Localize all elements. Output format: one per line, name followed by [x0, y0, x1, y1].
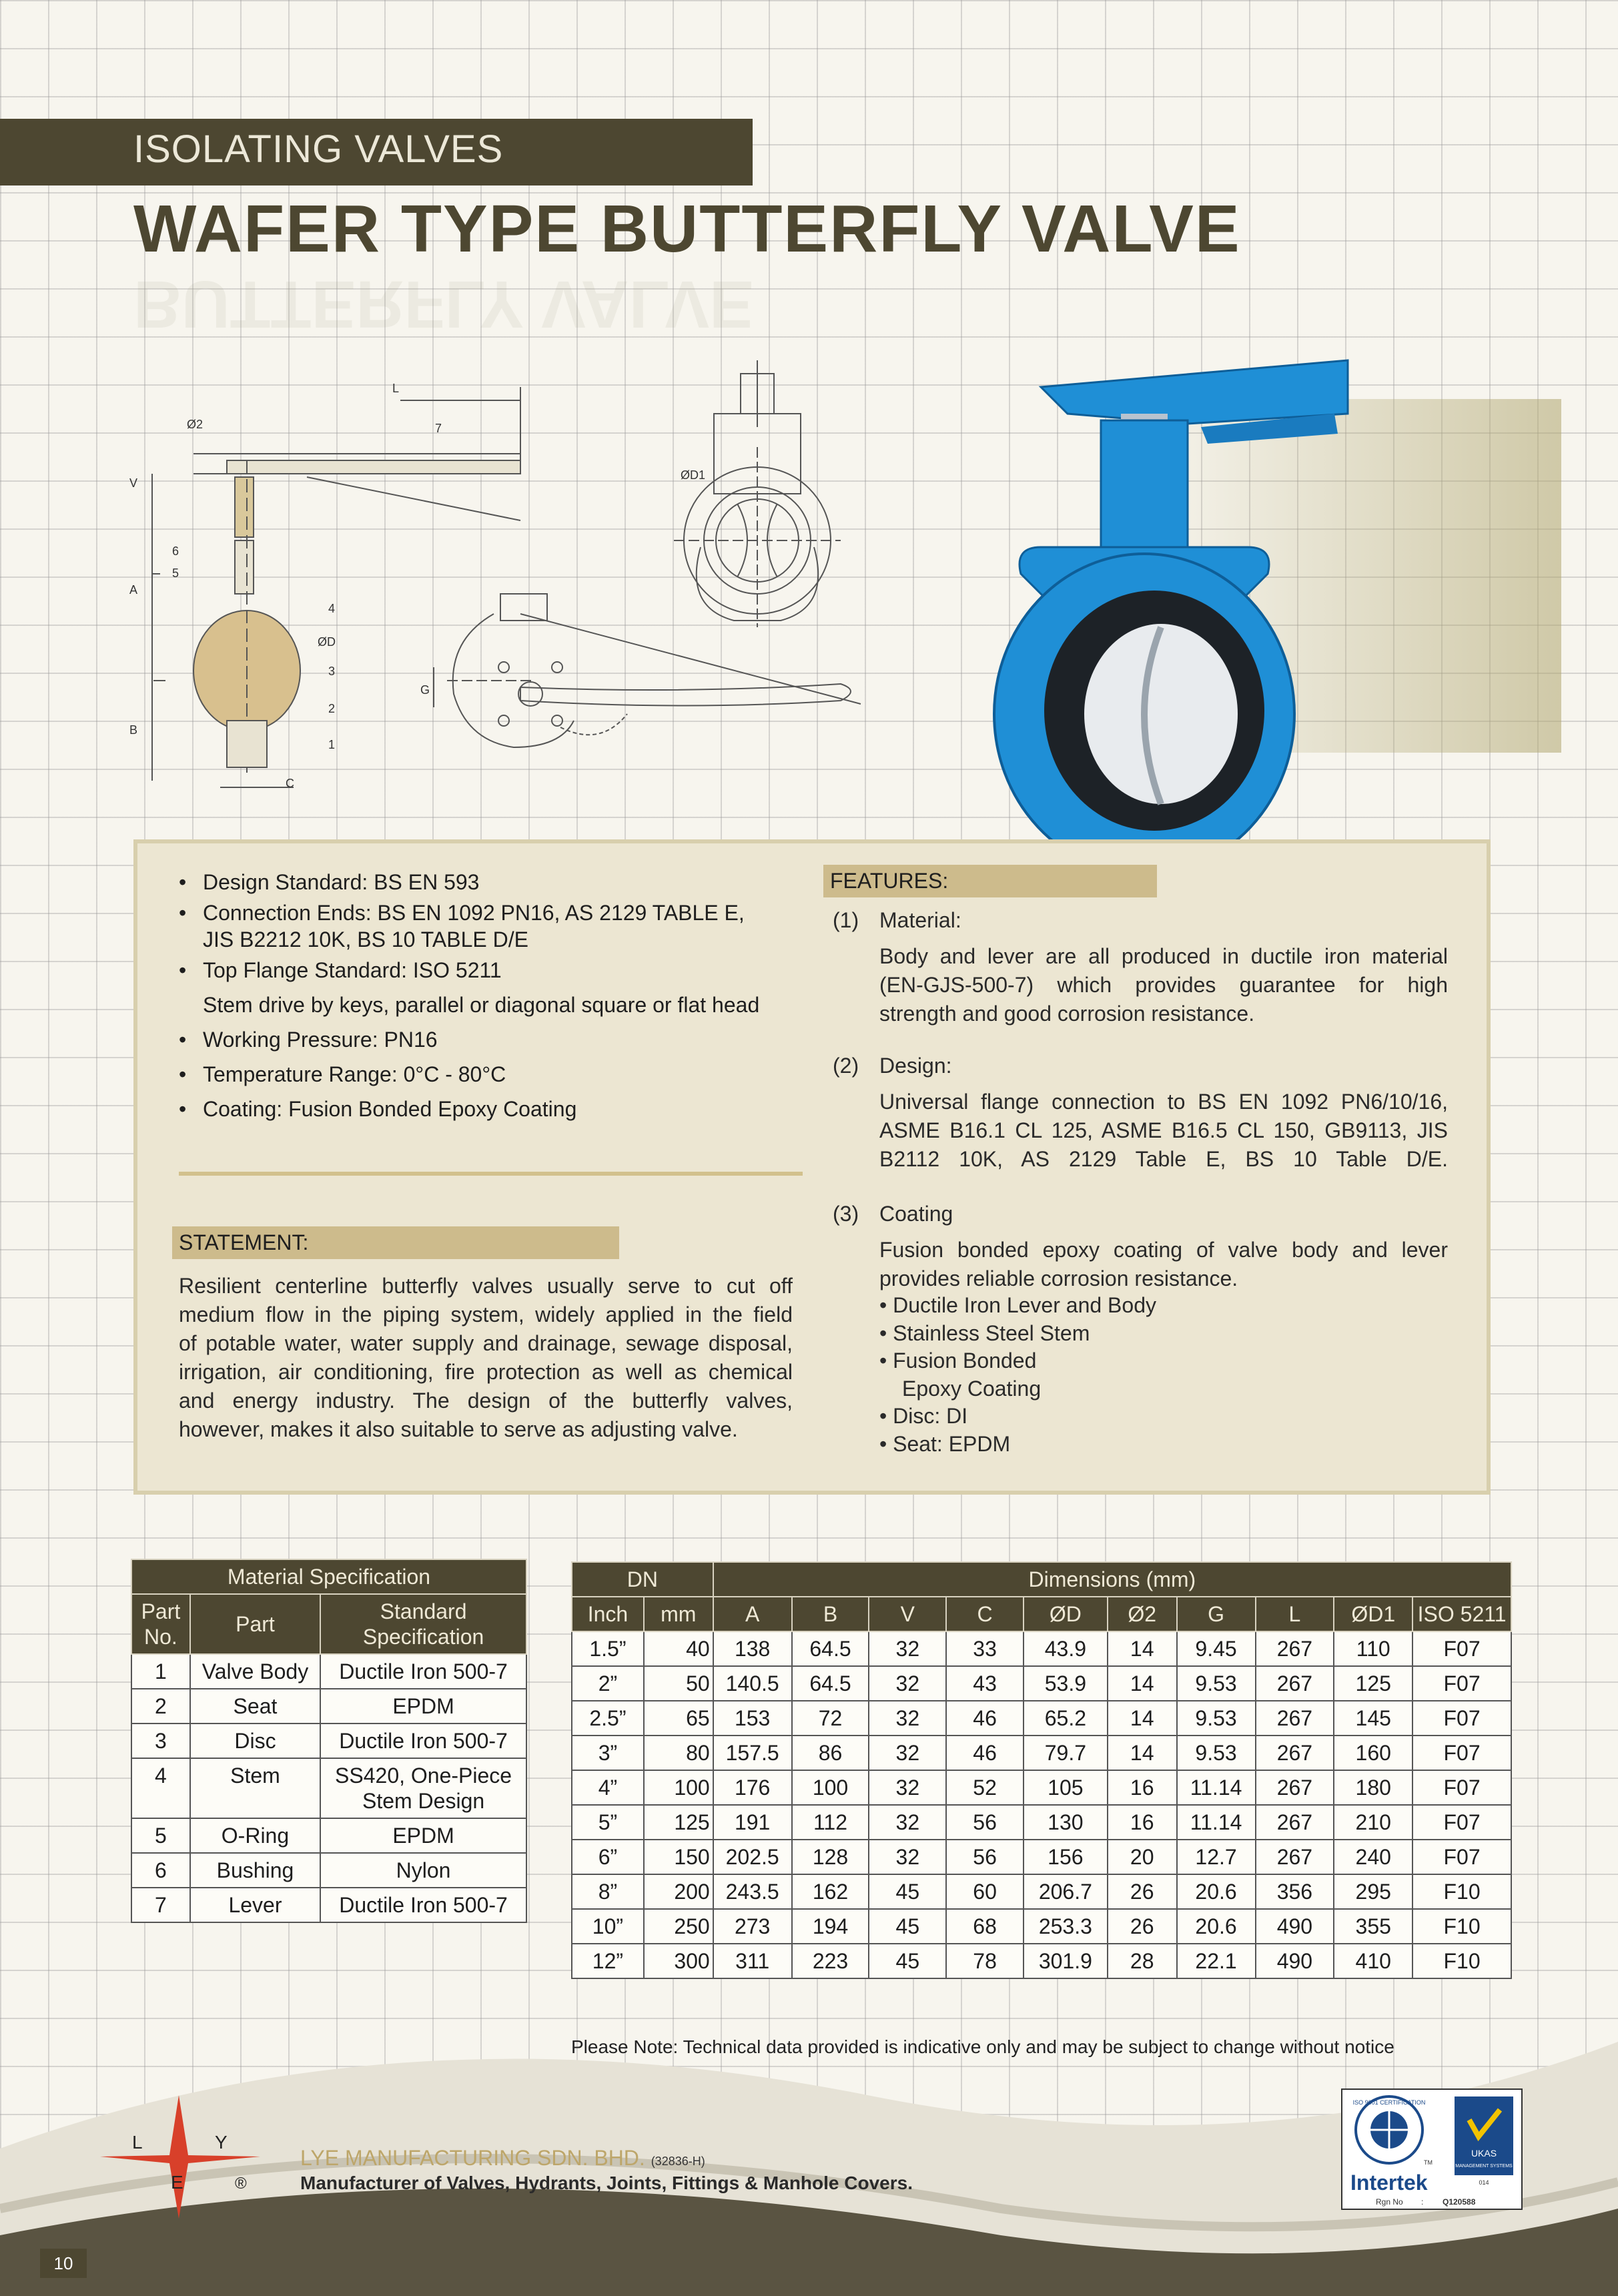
coating-bullet: • Fusion Bonded	[879, 1349, 1037, 1373]
table-cell: 267	[1256, 1840, 1334, 1874]
table-row	[572, 1631, 1511, 1666]
table-cell: 200	[644, 1874, 713, 1909]
dim-col-header: Inch	[572, 1597, 644, 1631]
spec-item: Connection Ends: BS EN 1092 PN16, AS 2129 TABLE E,	[203, 901, 745, 925]
label-2: 2	[328, 702, 336, 715]
coating-bullet-continued: Epoxy Coating	[902, 1376, 1042, 1401]
table-cell: F10	[1412, 1874, 1511, 1909]
dn-group-header: DN	[572, 1562, 713, 1597]
spec-list	[203, 865, 759, 1126]
table-cell: 56	[946, 1805, 1024, 1840]
table-row: 1 Valve Body Ductile Iron 500-7	[131, 1654, 526, 1689]
table-cell: 9.53	[1177, 1736, 1256, 1770]
label-C: C	[286, 777, 294, 790]
table-cell: 14	[1108, 1666, 1177, 1701]
table-cell: 65.2	[1024, 1701, 1108, 1736]
dim-col-header: L	[1256, 1597, 1334, 1631]
table-cell: 125	[1334, 1666, 1412, 1701]
company-reg-no: (32836-H)	[651, 2155, 705, 2168]
table-cell: 64.5	[792, 1666, 869, 1701]
table-cell: 355	[1334, 1909, 1412, 1944]
table-cell: 160	[1334, 1736, 1412, 1770]
dim-col-header: mm	[644, 1597, 713, 1631]
page-title: WAFER TYPE BUTTERFLY VALVE	[133, 192, 1241, 266]
table-row	[572, 1736, 1511, 1770]
table-cell: 26	[1108, 1874, 1177, 1909]
table-cell: F07	[1412, 1840, 1511, 1874]
table-cell: 86	[792, 1736, 869, 1770]
table-cell: F07	[1412, 1736, 1511, 1770]
table-cell: 1.5”	[572, 1631, 644, 1666]
table-cell: 4”	[572, 1770, 644, 1805]
table-cell: 202.5	[713, 1840, 792, 1874]
table-cell: 2”	[572, 1666, 644, 1701]
table-cell: 72	[792, 1701, 869, 1736]
table-cell: 295	[1334, 1874, 1412, 1909]
table-cell: 176	[713, 1770, 792, 1805]
table-cell: 14	[1108, 1701, 1177, 1736]
label-6: 6	[172, 544, 179, 558]
dim-col-header: ØD	[1024, 1597, 1108, 1631]
table-cell: 490	[1256, 1944, 1334, 1978]
ukas-text: UKAS	[1471, 2148, 1497, 2159]
company-logo	[100, 2088, 274, 2222]
table-cell: 8”	[572, 1874, 644, 1909]
intertek-brand: Intertek	[1350, 2171, 1428, 2195]
table-cell: 110	[1334, 1631, 1412, 1666]
table-row	[572, 1840, 1511, 1874]
table-cell: 5”	[572, 1805, 644, 1840]
spec-item: Temperature Range: 0°C - 80°C	[203, 1062, 506, 1086]
table-cell: 356	[1256, 1874, 1334, 1909]
side-view-drawing	[152, 387, 520, 787]
table-cell: 180	[1334, 1770, 1412, 1805]
label-phiD1: ØD1	[681, 468, 706, 482]
label-4: 4	[328, 602, 336, 615]
feature-3-num: (3)	[833, 1202, 859, 1226]
coating-bullet: • Stainless Steel Stem	[879, 1320, 1090, 1345]
table-cell: 250	[644, 1909, 713, 1944]
table-cell: 14	[1108, 1631, 1177, 1666]
table-cell: 194	[792, 1909, 869, 1944]
table-cell: F07	[1412, 1631, 1511, 1666]
page-number: 10	[40, 2249, 87, 2278]
feature-2-body: Universal flange connection to BS EN 1092 PN6/10/16, ASME B16.1 CL 125, ASME B16.5 CL 150, GB9113, JIS B2112 10K, AS 2129 Table E, BS 10 Table D/E.	[879, 1090, 1448, 1171]
certification-badge	[1341, 2088, 1523, 2210]
table-cell: 9.45	[1177, 1631, 1256, 1666]
ukas-code: 014	[1479, 2179, 1489, 2186]
material-col-header: Part No.	[131, 1594, 190, 1654]
category-label: ISOLATING VALVES	[133, 127, 504, 171]
statement-body: Resilient centerline butterfly valves usually serve to cut off medium flow in the piping system, widely applied in the field of potable water, water supply and drainage, sewage disposal, irrigation, air conditioning, fire protection as well as chemical and energy industry. The design of the butterfly valves, however, makes it also suitable to serve as adjusting valve.	[179, 1274, 793, 1441]
feature-1-body: Body and lever are all produced in ductile iron material (EN-GJS-500-7) which provides guarantee for high strength and good corrosion resistance.	[879, 944, 1448, 1026]
table-row: 4 Stem SS420, One-Piece Stem Design	[131, 1758, 526, 1818]
table-row: 5 O-Ring EPDM	[131, 1818, 526, 1853]
rgn-label: Rgn No	[1376, 2197, 1403, 2207]
table-row	[572, 1770, 1511, 1805]
coating-bullet: • Ductile Iron Lever and Body	[879, 1293, 1156, 1317]
dim-col-header: ISO 5211	[1412, 1597, 1511, 1631]
dim-col-header: Ø2	[1108, 1597, 1177, 1631]
table-cell: F10	[1412, 1944, 1511, 1978]
table-cell: 60	[946, 1874, 1024, 1909]
table-cell: 11.14	[1177, 1805, 1256, 1840]
table-cell: 2.5”	[572, 1701, 644, 1736]
iso-ring-text: ISO 9001 CERTIFICATION	[1352, 2099, 1426, 2106]
dim-col-header: V	[869, 1597, 946, 1631]
table-cell: 105	[1024, 1770, 1108, 1805]
label-V: V	[129, 476, 138, 490]
spec-item-continued: JIS B2212 10K, BS 10 TABLE D/E	[203, 927, 528, 951]
feature-1-title: Material:	[879, 908, 961, 932]
table-row	[572, 1666, 1511, 1701]
cert-tm: TM	[1424, 2159, 1433, 2166]
table-cell: 410	[1334, 1944, 1412, 1978]
table-cell: 267	[1256, 1805, 1334, 1840]
table-cell: 267	[1256, 1701, 1334, 1736]
dim-col-header: G	[1177, 1597, 1256, 1631]
table-cell: 68	[946, 1909, 1024, 1944]
table-cell: 46	[946, 1701, 1024, 1736]
label-1: 1	[328, 738, 336, 751]
table-cell: 9.53	[1177, 1701, 1256, 1736]
table-cell: 46	[946, 1736, 1024, 1770]
table-cell: 43	[946, 1666, 1024, 1701]
table-cell: 14	[1108, 1736, 1177, 1770]
feature-3-body: Fusion bonded epoxy coating of valve body and lever provides reliable corrosion resistance.	[879, 1238, 1448, 1290]
table-cell: F07	[1412, 1805, 1511, 1840]
table-cell: 45	[869, 1909, 946, 1944]
table-cell: 9.53	[1177, 1666, 1256, 1701]
feature-3-title: Coating	[879, 1202, 953, 1226]
table-cell: 301.9	[1024, 1944, 1108, 1978]
technical-note: Please Note: Technical data provided is indicative only and may be subject to change without notice	[571, 2036, 1394, 2057]
table-cell: 16	[1108, 1805, 1177, 1840]
table-row: 3 Disc Ductile Iron 500-7	[131, 1724, 526, 1758]
table-cell: 53.9	[1024, 1666, 1108, 1701]
feature-3-bullets	[879, 1292, 1156, 1458]
label-5: 5	[172, 566, 179, 580]
table-row: 6 Bushing Nylon	[131, 1853, 526, 1888]
logo-letter-e: E	[171, 2172, 183, 2193]
label-7: 7	[435, 422, 442, 435]
label-3: 3	[328, 665, 336, 678]
company-tagline: Manufacturer of Valves, Hydrants, Joints, Fittings & Manhole Covers.	[300, 2173, 913, 2193]
dim-col-header: A	[713, 1597, 792, 1631]
spec-item: Design Standard: BS EN 593	[203, 870, 480, 894]
table-cell: F07	[1412, 1770, 1511, 1805]
spec-item: Working Pressure: PN16	[203, 1028, 438, 1052]
technical-drawing	[120, 347, 887, 814]
table-cell: F10	[1412, 1909, 1511, 1944]
table-cell: 32	[869, 1736, 946, 1770]
table-cell: 12.7	[1177, 1840, 1256, 1874]
table-cell: 16	[1108, 1770, 1177, 1805]
coating-bullet: • Seat: EPDM	[879, 1431, 1011, 1456]
table-cell: 32	[869, 1805, 946, 1840]
table-cell: 80	[644, 1736, 713, 1770]
table-cell: 22.1	[1177, 1944, 1256, 1978]
material-col-header: Standard Specification	[320, 1594, 526, 1654]
label-phiD: ØD	[318, 635, 336, 649]
table-cell: 32	[869, 1666, 946, 1701]
table-cell: 140.5	[713, 1666, 792, 1701]
table-cell: 253.3	[1024, 1909, 1108, 1944]
butterfly-valve-photo	[987, 327, 1495, 894]
table-cell: 273	[713, 1909, 792, 1944]
table-cell: 130	[1024, 1805, 1108, 1840]
table-cell: 490	[1256, 1909, 1334, 1944]
table-cell: 32	[869, 1770, 946, 1805]
table-cell: 50	[644, 1666, 713, 1701]
table-cell: 157.5	[713, 1736, 792, 1770]
dim-col-header: B	[792, 1597, 869, 1631]
table-cell: 45	[869, 1874, 946, 1909]
table-cell: 138	[713, 1631, 792, 1666]
svg-text::: :	[1421, 2197, 1424, 2207]
table-cell: 112	[792, 1805, 869, 1840]
feature-2-title: Design:	[879, 1054, 952, 1078]
spec-item-continued: Stem drive by keys, parallel or diagonal square or flat head	[203, 993, 760, 1017]
table-cell: 156	[1024, 1840, 1108, 1874]
dimensions-group-header: Dimensions (mm)	[713, 1562, 1511, 1597]
table-cell: 43.9	[1024, 1631, 1108, 1666]
table-cell: 162	[792, 1874, 869, 1909]
table-cell: 100	[644, 1770, 713, 1805]
table-cell: 267	[1256, 1736, 1334, 1770]
table-cell: 300	[644, 1944, 713, 1978]
ghost-title-reflection: BUTTERFLY VALVE	[133, 267, 754, 342]
table-row: 2 Seat EPDM	[131, 1689, 526, 1724]
table-cell: 125	[644, 1805, 713, 1840]
table-row	[572, 1874, 1511, 1909]
coating-bullet: • Disc: DI	[879, 1404, 968, 1428]
table-cell: 20.6	[1177, 1874, 1256, 1909]
table-cell: 267	[1256, 1770, 1334, 1805]
table-row	[572, 1805, 1511, 1840]
logo-letter-y: Y	[215, 2132, 228, 2153]
label-phi2: Ø2	[187, 418, 204, 431]
material-table-title: Material Specification	[131, 1559, 526, 1594]
table-cell: 223	[792, 1944, 869, 1978]
material-spec-table	[131, 1559, 527, 1923]
table-cell: 45	[869, 1944, 946, 1978]
table-cell: 64.5	[792, 1631, 869, 1666]
logo-letter-l: L	[132, 2132, 143, 2153]
table-cell: 206.7	[1024, 1874, 1108, 1909]
dimension-table	[571, 1561, 1512, 1979]
label-A: A	[129, 583, 138, 597]
table-row: 7 Lever Ductile Iron 500-7	[131, 1888, 526, 1922]
table-cell: 40	[644, 1631, 713, 1666]
table-cell: 56	[946, 1840, 1024, 1874]
table-cell: 311	[713, 1944, 792, 1978]
material-col-header: Part	[190, 1594, 320, 1654]
statement-heading: STATEMENT:	[172, 1226, 619, 1259]
features-heading: FEATURES:	[823, 865, 1157, 897]
table-cell: 6”	[572, 1840, 644, 1874]
spec-divider	[179, 1172, 803, 1176]
table-cell: 12”	[572, 1944, 644, 1978]
table-cell: 10”	[572, 1909, 644, 1944]
table-cell: 32	[869, 1840, 946, 1874]
table-cell: 153	[713, 1701, 792, 1736]
table-cell: 240	[1334, 1840, 1412, 1874]
table-cell: 191	[713, 1805, 792, 1840]
company-name: LYE MANUFACTURING SDN. BHD. (32836-H)	[300, 2146, 705, 2170]
table-cell: 32	[869, 1631, 946, 1666]
table-cell: 78	[946, 1944, 1024, 1978]
dim-col-header: C	[946, 1597, 1024, 1631]
table-cell: 26	[1108, 1909, 1177, 1944]
spec-item: Coating: Fusion Bonded Epoxy Coating	[203, 1097, 577, 1121]
feature-1-num: (1)	[833, 908, 859, 932]
plan-view-drawing	[434, 594, 861, 747]
table-cell: 267	[1256, 1666, 1334, 1701]
label-G: G	[420, 683, 430, 697]
table-cell: F07	[1412, 1701, 1511, 1736]
table-cell: 52	[946, 1770, 1024, 1805]
table-cell: 150	[644, 1840, 713, 1874]
table-cell: 100	[792, 1770, 869, 1805]
table-cell: 20.6	[1177, 1909, 1256, 1944]
table-cell: 79.7	[1024, 1736, 1108, 1770]
table-cell: 145	[1334, 1701, 1412, 1736]
table-cell: 3”	[572, 1736, 644, 1770]
table-row	[572, 1701, 1511, 1736]
spec-item: Top Flange Standard: ISO 5211	[203, 958, 502, 982]
label-B: B	[129, 723, 138, 737]
dim-col-header: ØD1	[1334, 1597, 1412, 1631]
table-cell: 128	[792, 1840, 869, 1874]
table-cell: F07	[1412, 1666, 1511, 1701]
ukas-sub-text: MANAGEMENT SYSTEMS	[1455, 2164, 1513, 2169]
table-cell: 11.14	[1177, 1770, 1256, 1805]
table-cell: 210	[1334, 1805, 1412, 1840]
rgn-number: Q120588	[1443, 2197, 1476, 2207]
table-cell: 243.5	[713, 1874, 792, 1909]
table-cell: 32	[869, 1701, 946, 1736]
table-cell: 20	[1108, 1840, 1177, 1874]
feature-2-num: (2)	[833, 1054, 859, 1078]
table-cell: 267	[1256, 1631, 1334, 1666]
table-cell: 65	[644, 1701, 713, 1736]
top-view-drawing	[674, 360, 841, 627]
table-cell: 33	[946, 1631, 1024, 1666]
label-L: L	[392, 382, 400, 395]
table-cell: 28	[1108, 1944, 1177, 1978]
registered-mark: ®	[235, 2175, 247, 2193]
